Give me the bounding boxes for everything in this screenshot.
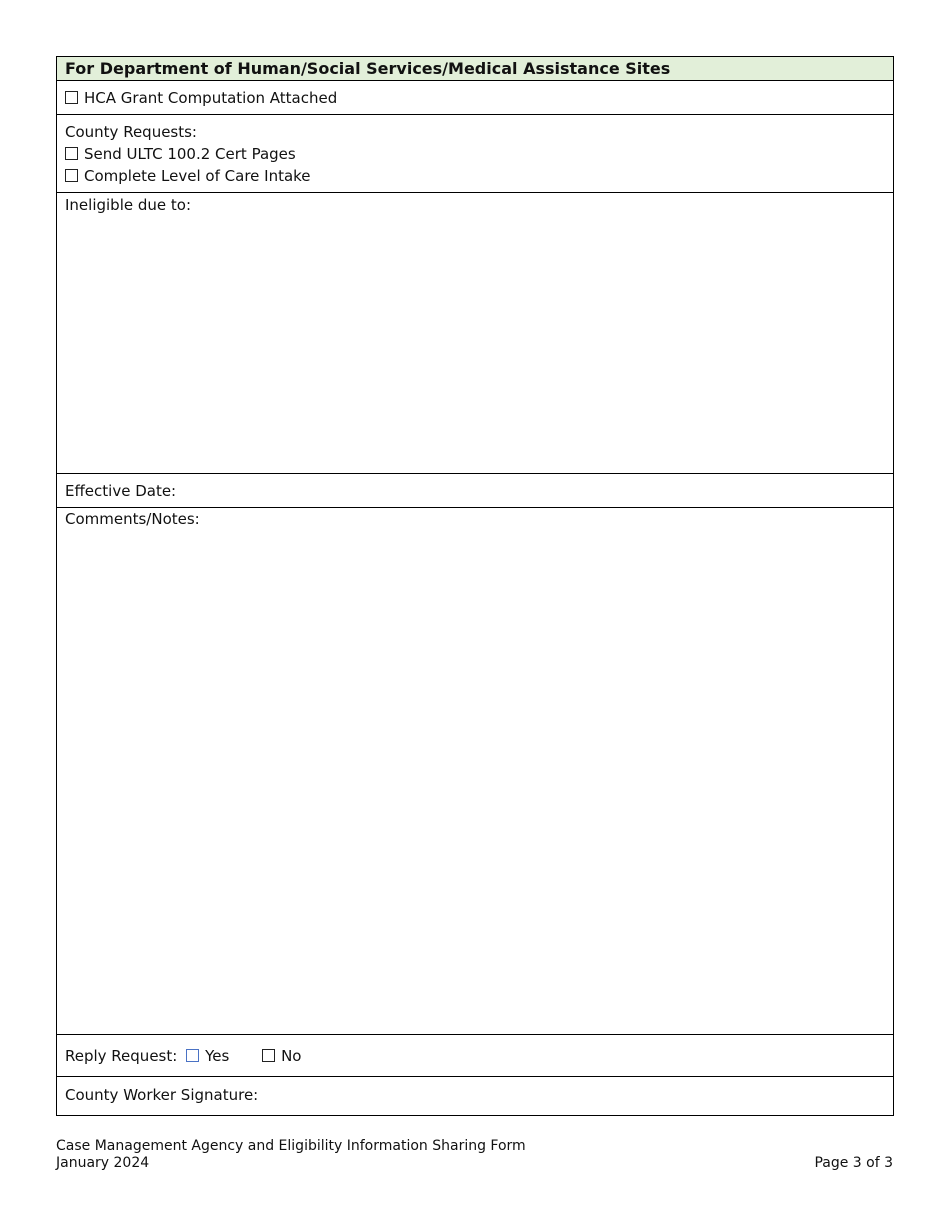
hca-grant-checkbox[interactable]: [65, 91, 78, 104]
hca-grant-label: HCA Grant Computation Attached: [84, 89, 338, 107]
hca-grant-row: [57, 80, 893, 114]
level-of-care-label: Complete Level of Care Intake: [84, 167, 311, 185]
ineligible-label: Ineligible due to:: [65, 196, 192, 214]
send-cert-pages-label: Send ULTC 100.2 Cert Pages: [84, 145, 296, 163]
send-cert-pages-checkbox[interactable]: [65, 147, 78, 160]
signature-field[interactable]: [57, 1076, 893, 1115]
dhs-form-table: [56, 56, 894, 1116]
reply-no-label: No: [281, 1047, 302, 1065]
reply-no-checkbox[interactable]: [262, 1049, 275, 1062]
section-title: For Department of Human/Social Services/Medical Assistance Sites: [65, 59, 671, 78]
form-date: January 2024: [56, 1155, 150, 1171]
comments-field[interactable]: [57, 507, 893, 1034]
reply-yes-checkbox[interactable]: [186, 1049, 199, 1062]
reply-yes-label: Yes: [205, 1047, 230, 1065]
county-requests-label: County Requests:: [65, 123, 197, 141]
effective-date-label: Effective Date:: [65, 482, 177, 500]
reply-request-row: [57, 1034, 893, 1076]
page-number: Page 3 of 3: [814, 1155, 893, 1171]
effective-date-field[interactable]: [57, 473, 893, 507]
county-requests-row: [57, 114, 893, 192]
section-header: [57, 57, 893, 80]
signature-label: County Worker Signature:: [65, 1086, 259, 1104]
reply-request-label: Reply Request:: [65, 1047, 178, 1065]
comments-label: Comments/Notes:: [65, 510, 200, 528]
ineligible-field[interactable]: [57, 192, 893, 473]
page-footer: [56, 1138, 893, 1172]
form-name: Case Management Agency and Eligibility Information Sharing Form: [56, 1138, 526, 1154]
level-of-care-checkbox[interactable]: [65, 169, 78, 182]
